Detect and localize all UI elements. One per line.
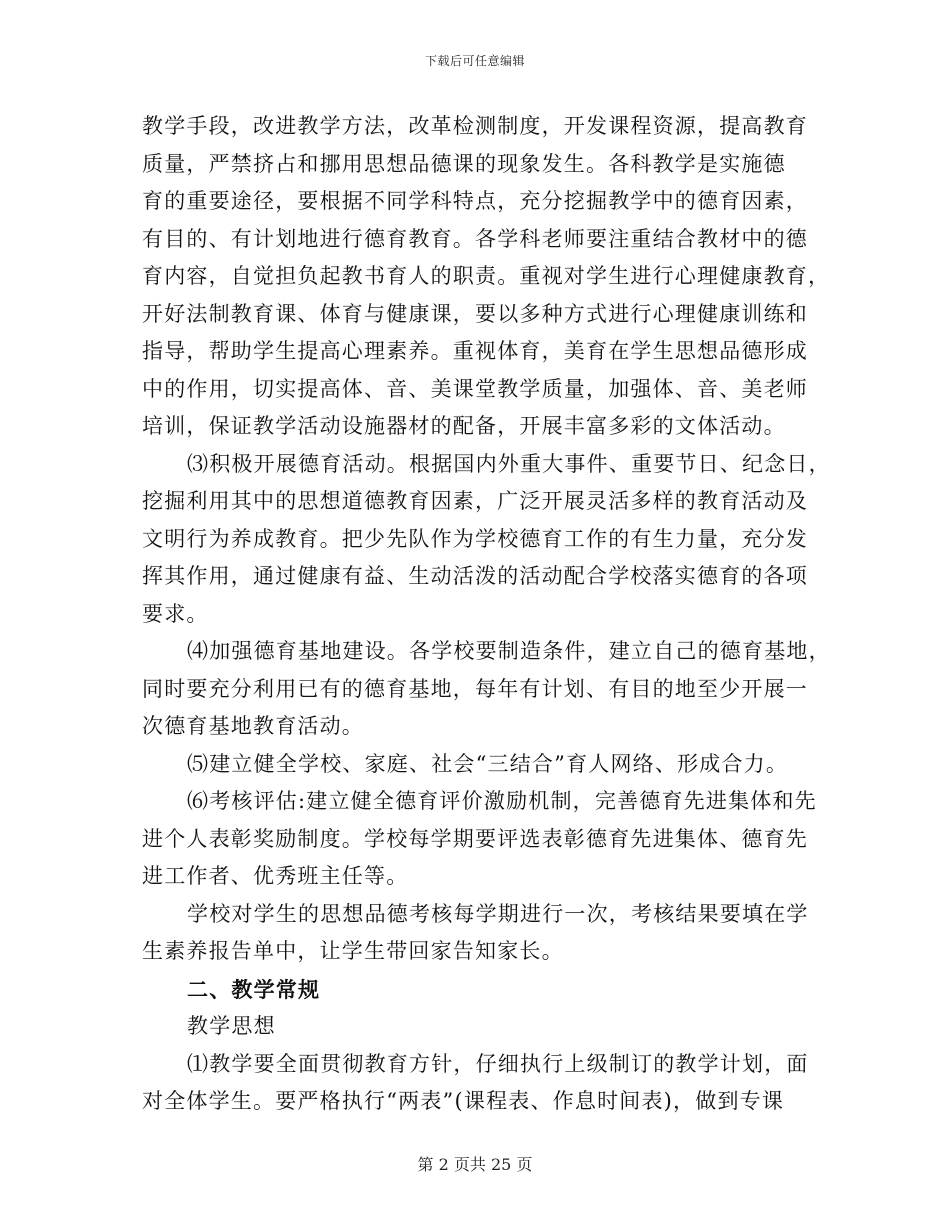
paragraph-item-3 xyxy=(142,446,831,634)
text-line: 文明行为养成教育。把少先队作为学校德育工作的有生力量，充分发 xyxy=(142,526,808,551)
paragraph-item-1 xyxy=(142,1046,810,1121)
text-line: 挖掘利用其中的思想道德教育因素，广泛开展灵活多样的教育活动及 xyxy=(142,489,808,513)
text-line: 学校对学生的思想品德考核每学期进行一次，考核结果要填在学 xyxy=(187,901,809,926)
section-heading xyxy=(142,971,810,1009)
subsection-heading xyxy=(142,1008,810,1046)
text-line: 质量，严禁挤占和挪用思想品德课的现象发生。各科教学是实施德 xyxy=(142,151,786,176)
text-line: 进个人表彰奖励制度。学校每学期要评选表彰德育先进集体、德育先 xyxy=(142,826,808,851)
text-line: 有目的、有计划地进行德育教育。各学科老师要注重结合教材中的德 xyxy=(142,226,808,251)
subheading-text: 教学思想 xyxy=(187,1014,276,1038)
page-header: 下载后可任意编辑 xyxy=(424,54,525,68)
text-line: 挥其作用，通过健康有益、生动活泼的活动配合学校落实德育的各项 xyxy=(142,564,808,588)
text-line: 指导，帮助学生提高心理素养。重视体育，美育在学生思想品德形成 xyxy=(142,339,808,363)
text-line: 中的作用，切实提高体、音、美课堂教学质量，加强体、音、美老师 xyxy=(142,376,808,401)
text-line: ⑸建立健全学校、家庭、社会“三结合”育人网络、形成合力。 xyxy=(187,751,789,776)
text-line: 对全体学生。要严格执行“两表”(课程表、作息时间表)，做到专课 xyxy=(142,1089,785,1113)
paragraph-item-6 xyxy=(142,783,817,896)
text-line: 生素养报告单中，让学生带回家告知家长。 xyxy=(142,939,564,963)
text-line: ⑴教学要全面贯彻教育方针，仔细执行上级制订的教学计划，面 xyxy=(187,1051,809,1076)
page-footer: 第 2 页共 25 页 xyxy=(417,1155,533,1174)
text-line: 要求。 xyxy=(142,601,209,626)
text-line: 同时要充分利用已有的德育基地，每年有计划、有目的地至少开展一 xyxy=(142,676,808,701)
text-line: ⑹考核评估:建立健全德育评价激励机制，完善德育先进集体和先 xyxy=(187,789,817,813)
paragraph-assessment xyxy=(142,896,810,971)
text-line: 培训，保证教学活动设施器材的配备，开展丰富多彩的文体活动。 xyxy=(142,414,786,438)
text-line: 育内容，自觉担负起教书育人的职责。重视对学生进行心理健康教育， xyxy=(142,264,831,288)
paragraph-continuation xyxy=(142,108,831,446)
paragraph-item-5 xyxy=(142,746,810,784)
text-line: ⑶积极开展德育活动。根据国内外重大事件、重要节日、纪念日， xyxy=(187,451,831,476)
text-line: 次德育基地教育活动。 xyxy=(142,714,364,738)
text-line: 开好法制教育课、体育与健康课，要以多种方式进行心理健康训练和 xyxy=(142,301,808,326)
text-line: ⑷加强德育基地建设。各学校要制造条件，建立自己的德育基地， xyxy=(187,639,831,663)
heading-text: 二、教学常规 xyxy=(187,976,321,1002)
text-line: 教学手段，改进教学方法，改革检测制度，开发课程资源，提高教育 xyxy=(142,114,808,138)
paragraph-item-4 xyxy=(142,633,831,746)
text-line: 进工作者、优秀班主任等。 xyxy=(142,864,409,888)
document-body xyxy=(142,108,831,1121)
text-line: 育的重要途径，要根据不同学科特点，充分挖掘教学中的德育因素， xyxy=(142,189,808,213)
